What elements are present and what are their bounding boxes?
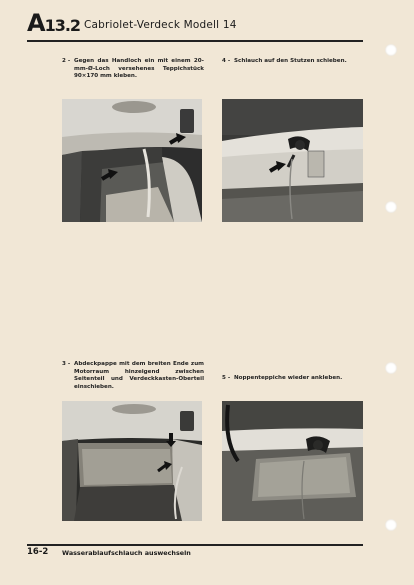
photo-nubbed-carpet: [222, 401, 363, 521]
step-text: Noppenteppiche wieder ankleben.: [234, 375, 343, 381]
section-letter: A: [27, 9, 45, 37]
step-caption-2: [62, 58, 208, 81]
step-text: Schlauch auf den Stutzen schieben.: [234, 58, 347, 64]
punch-hole: [385, 362, 397, 374]
section-number: 13.2: [44, 16, 81, 35]
punch-hole: [385, 44, 397, 56]
step-caption-3: [62, 361, 208, 391]
step-caption-4: [222, 58, 368, 66]
header-rule: [27, 40, 363, 42]
photo-step-3: [62, 401, 202, 521]
footer-rule: [27, 544, 363, 546]
step-number: 5 -: [222, 375, 231, 381]
photo-step-5: [222, 401, 363, 521]
photo-cover-board: [62, 401, 202, 521]
step-text: Gegen das Handloch ein mit einem 20-mm-Ø-Loch versehenes Teppichstück 90×170 mm kleben.: [74, 58, 204, 80]
punch-hole: [385, 519, 397, 531]
step-caption-5: [222, 375, 368, 383]
step-number: 3 -: [62, 361, 71, 367]
step-text: Abdeckpappe mit dem breiten Ende zum Motorraum hinzeigend zwischen Seitenteil und Verdeckkasten-Oberteil einschieben.: [74, 361, 204, 390]
page-title: Cabriolet-Verdeck Modell 14: [84, 19, 237, 31]
photo-step-4: [222, 99, 363, 222]
punch-hole: [385, 201, 397, 213]
step-number: 4 -: [222, 58, 231, 64]
photo-step-2: [62, 99, 202, 222]
section-code: [27, 10, 80, 39]
photo-hose-nozzle: [222, 99, 363, 222]
footer-title: Wasserablaufschlauch auswechseln: [62, 549, 191, 557]
page-number: 16-2: [27, 547, 49, 557]
step-number: 2 -: [62, 58, 71, 64]
photo-trunk-carpet: [62, 99, 202, 222]
